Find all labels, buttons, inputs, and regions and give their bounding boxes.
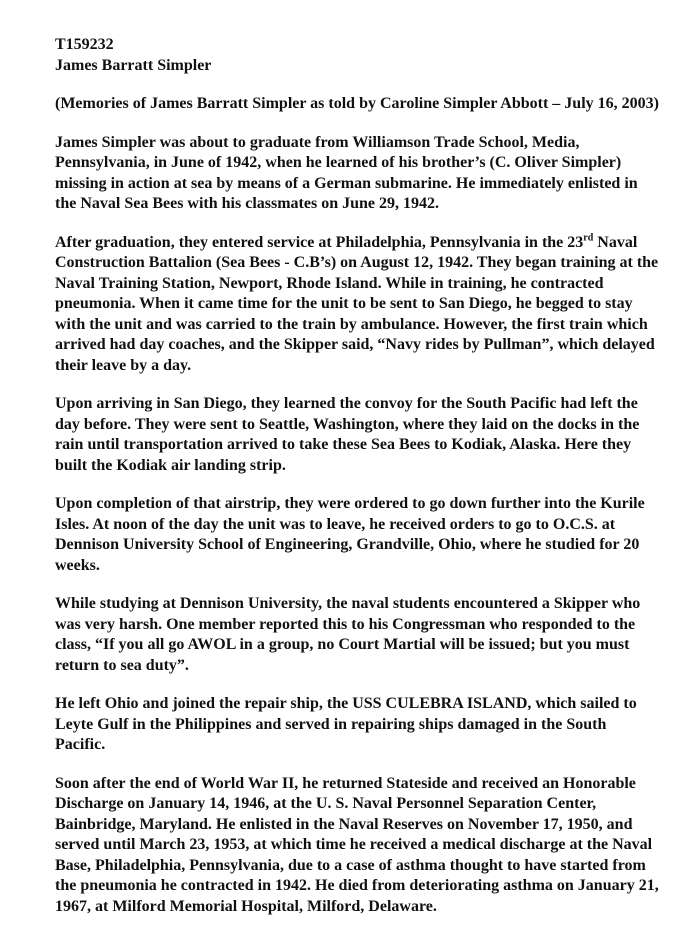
document-subject-name: James Barratt Simpler [55, 56, 212, 74]
ordinal-suffix: rd [583, 232, 594, 244]
paragraph-dennison: While studying at Dennison University, the naval students encountered a Skipper who was very harsh. One member reported this to his Congressman who responded to the class, “If you all go AWOL in a group, no Court Martial will be issued; but you must return to sea duty”. [55, 595, 641, 674]
paragraph-san-diego: Upon arriving in San Diego, they learned the convoy for the South Pacific had left the day before. They were sent to Seattle, Washington, where they laid on the docks in the rain until transportation arrived to take these Sea Bees to Kodiak, Alaska. Here they built the Kodiak air landing strip. [55, 395, 640, 474]
paragraph-training-part2: Naval Construction Battalion (Sea Bees - C.B’s) on August 12, 1942. They began training at the Naval Training Station, Newport, Rhode Island. While in training, he contracted pneumonia. When it came time for the unit to be sent to San Diego, he begged to stay with the unit and was carried to the train by ambulance. However, the first train which arrived had day coaches, and the Skipper said, “Navy rides by Pullman”, which delayed their leave by a day. [55, 233, 659, 374]
document-id: T159232 [55, 36, 114, 53]
paragraph-kurile-isles: Upon completion of that airstrip, they were ordered to go down further into the Kurile Isles. At noon of the day the unit was to leave, he received orders to go to O.C.S. at Dennison University School of Engineering, Grandville, Ohio, where he studied for 20 weeks. [55, 495, 645, 574]
document-body [55, 35, 660, 935]
document-header [55, 35, 660, 76]
paragraph-training-part1: After graduation, they entered service at Philadelphia, Pennsylvania in the 23 [55, 233, 584, 251]
paragraph-discharge: Soon after the end of World War II, he returned Stateside and received an Honorable Discharge on January 14, 1946, at the U. S. Naval Personnel Separation Center, Bainbridge, Maryland. He enlisted in the Naval Reserves on November 17, 1950, and served until March 23, 1953, at which time he received a medical discharge at the Naval Base, Philadelphia, Pennsylvania, due to a case of asthma thought to have started from the pneumonia he contracted in 1942. He died from deteriorating asthma on January 21, 1967, at Milford Memorial Hospital, Milford, Delaware. [55, 774, 659, 915]
paragraph-training [55, 233, 660, 377]
document-subtitle: (Memories of James Barratt Simpler as told by Caroline Simpler Abbott – July 16, 2003) [55, 95, 659, 112]
paragraph-enlistment: James Simpler was about to graduate from Williamson Trade School, Media, Pennsylvania, in June of 1942, when he learned of his brother’s (C. Oliver Simpler) missing in action at sea by means of a German submarine. He immediately enlisted in the Naval Sea Bees with his classmates on June 29, 1942. [55, 133, 638, 212]
paragraph-repair-ship: He left Ohio and joined the repair ship, the USS CULEBRA ISLAND, which sailed to Leyte Gulf in the Philippines and served in repairing ships damaged in the South Pacific. [55, 695, 637, 753]
